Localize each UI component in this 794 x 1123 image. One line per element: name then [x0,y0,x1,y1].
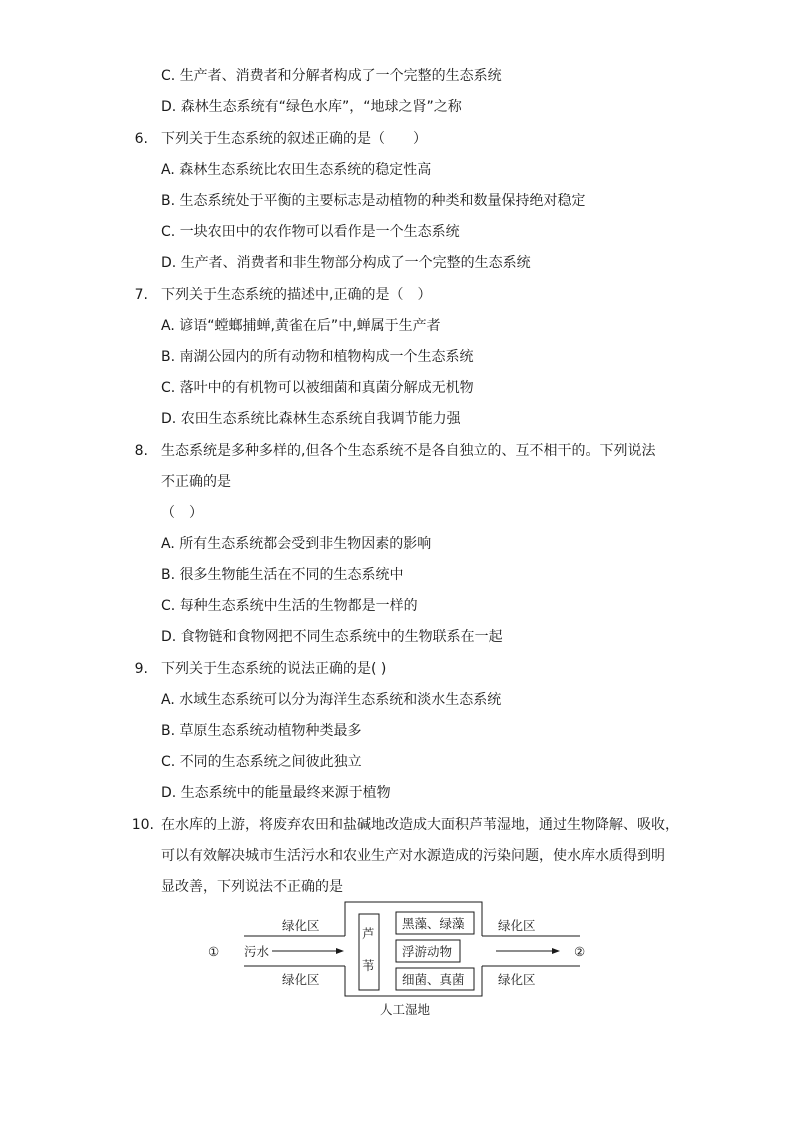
question-10-stem-line-3: 显改善，下列说法不正确的是 [161,879,343,895]
question-7-option-b: B. 南湖公园内的所有动物和植物构成一个生态系统 [161,349,474,365]
question-8-option-a: A. 所有生态系统都会受到非生物因素的影响 [161,536,432,552]
question-10-stem-line-2: 可以有效解决城市生活污水和农业生产对水源造成的污染问题，使水库水质得到明 [161,848,665,864]
question-8-stem-line-1: 生态系统是多种多样的,但各个生态系统不是各自独立的、互不相干的。下列说法 [161,443,656,459]
decomposers-label: 细菌、真菌 [402,972,465,987]
zooplankton-label: 浮游动物 [402,944,453,959]
question-9-stem: 下列关于生态系统的说法正确的是( ) [161,661,387,677]
outflow-channel [482,918,580,987]
question-6-option-d: D. 生产者、消费者和非生物部分构成了一个完整的生态系统 [161,255,531,271]
question-8-option-b: B. 很多生物能生活在不同的生态系统中 [161,567,404,583]
question-7-option-c: C. 落叶中的有机物可以被细菌和真菌分解成无机物 [161,380,474,396]
question-10-number: 10. [131,817,154,833]
diagram-marker-2: ② [574,944,586,959]
option-d-prev: D. 森林生态系统有“绿色水库”，“地球之肾”之称 [161,99,462,115]
diagram-marker-1: ① [208,944,220,959]
question-6-number: 6. [134,131,148,147]
question-6-option-c: C. 一块农田中的农作物可以看作是一个生态系统 [161,224,460,240]
question-9-option-b: B. 草原生态系统动植物种类最多 [161,723,362,739]
reed-label-char-1: 芦 [362,926,375,941]
question-8-number: 8. [134,443,148,459]
question-8-stem-line-2: 不正确的是 [161,474,231,490]
green-zone-label-lower-left: 绿化区 [282,972,320,987]
question-8-answer-bracket: （ ） [161,505,203,521]
artificial-wetland-diagram [200,898,600,1020]
question-8-option-d: D. 食物链和食物网把不同生态系统中的生物联系在一起 [161,629,503,645]
outflow-arrow-icon [496,948,560,954]
green-zone-label-lower-right: 绿化区 [498,972,536,987]
question-9-option-c: C. 不同的生态系统之间彼此独立 [161,754,362,770]
green-zone-label-upper-right: 绿化区 [498,918,536,933]
green-zone-label-upper-left: 绿化区 [282,918,320,933]
inflow-arrow-icon [272,948,344,954]
question-8-option-c: C. 每种生态系统中生活的生物都是一样的 [161,598,418,614]
question-10-stem-line-1: 在水库的上游，将废弃农田和盐碱地改造成大面积芦苇湿地，通过生物降解、吸收， [161,817,679,833]
inflow-channel [244,918,345,987]
diagram-caption: 人工湿地 [380,1002,431,1017]
question-7-stem: 下列关于生态系统的描述中,正确的是（ ） [161,287,432,303]
question-9-number: 9. [134,661,148,677]
question-9-option-d: D. 生态系统中的能量最终来源于植物 [161,785,391,801]
question-7-number: 7. [134,287,148,303]
question-6-stem: 下列关于生态系统的叙述正确的是（ ） [161,131,427,147]
wetland-body [345,902,482,996]
question-6-option-b: B. 生态系统处于平衡的主要标志是动植物的种类和数量保持绝对稳定 [161,193,586,209]
option-c-prev: C. 生产者、消费者和分解者构成了一个完整的生态系统 [161,68,502,84]
reed-label-char-2: 苇 [362,958,375,973]
question-7-option-a: A. 谚语“螳螂捕蝉,黄雀在后”中,蝉属于生产者 [161,318,441,334]
question-9-option-a: A. 水域生态系统可以分为海洋生态系统和淡水生态系统 [161,692,502,708]
sewage-label: 污水 [244,944,270,959]
question-6-option-a: A. 森林生态系统比农田生态系统的稳定性高 [161,162,432,178]
algae-label: 黑藻、绿藻 [402,916,465,931]
question-7-option-d: D. 农田生态系统比森林生态系统自我调节能力强 [161,411,461,427]
